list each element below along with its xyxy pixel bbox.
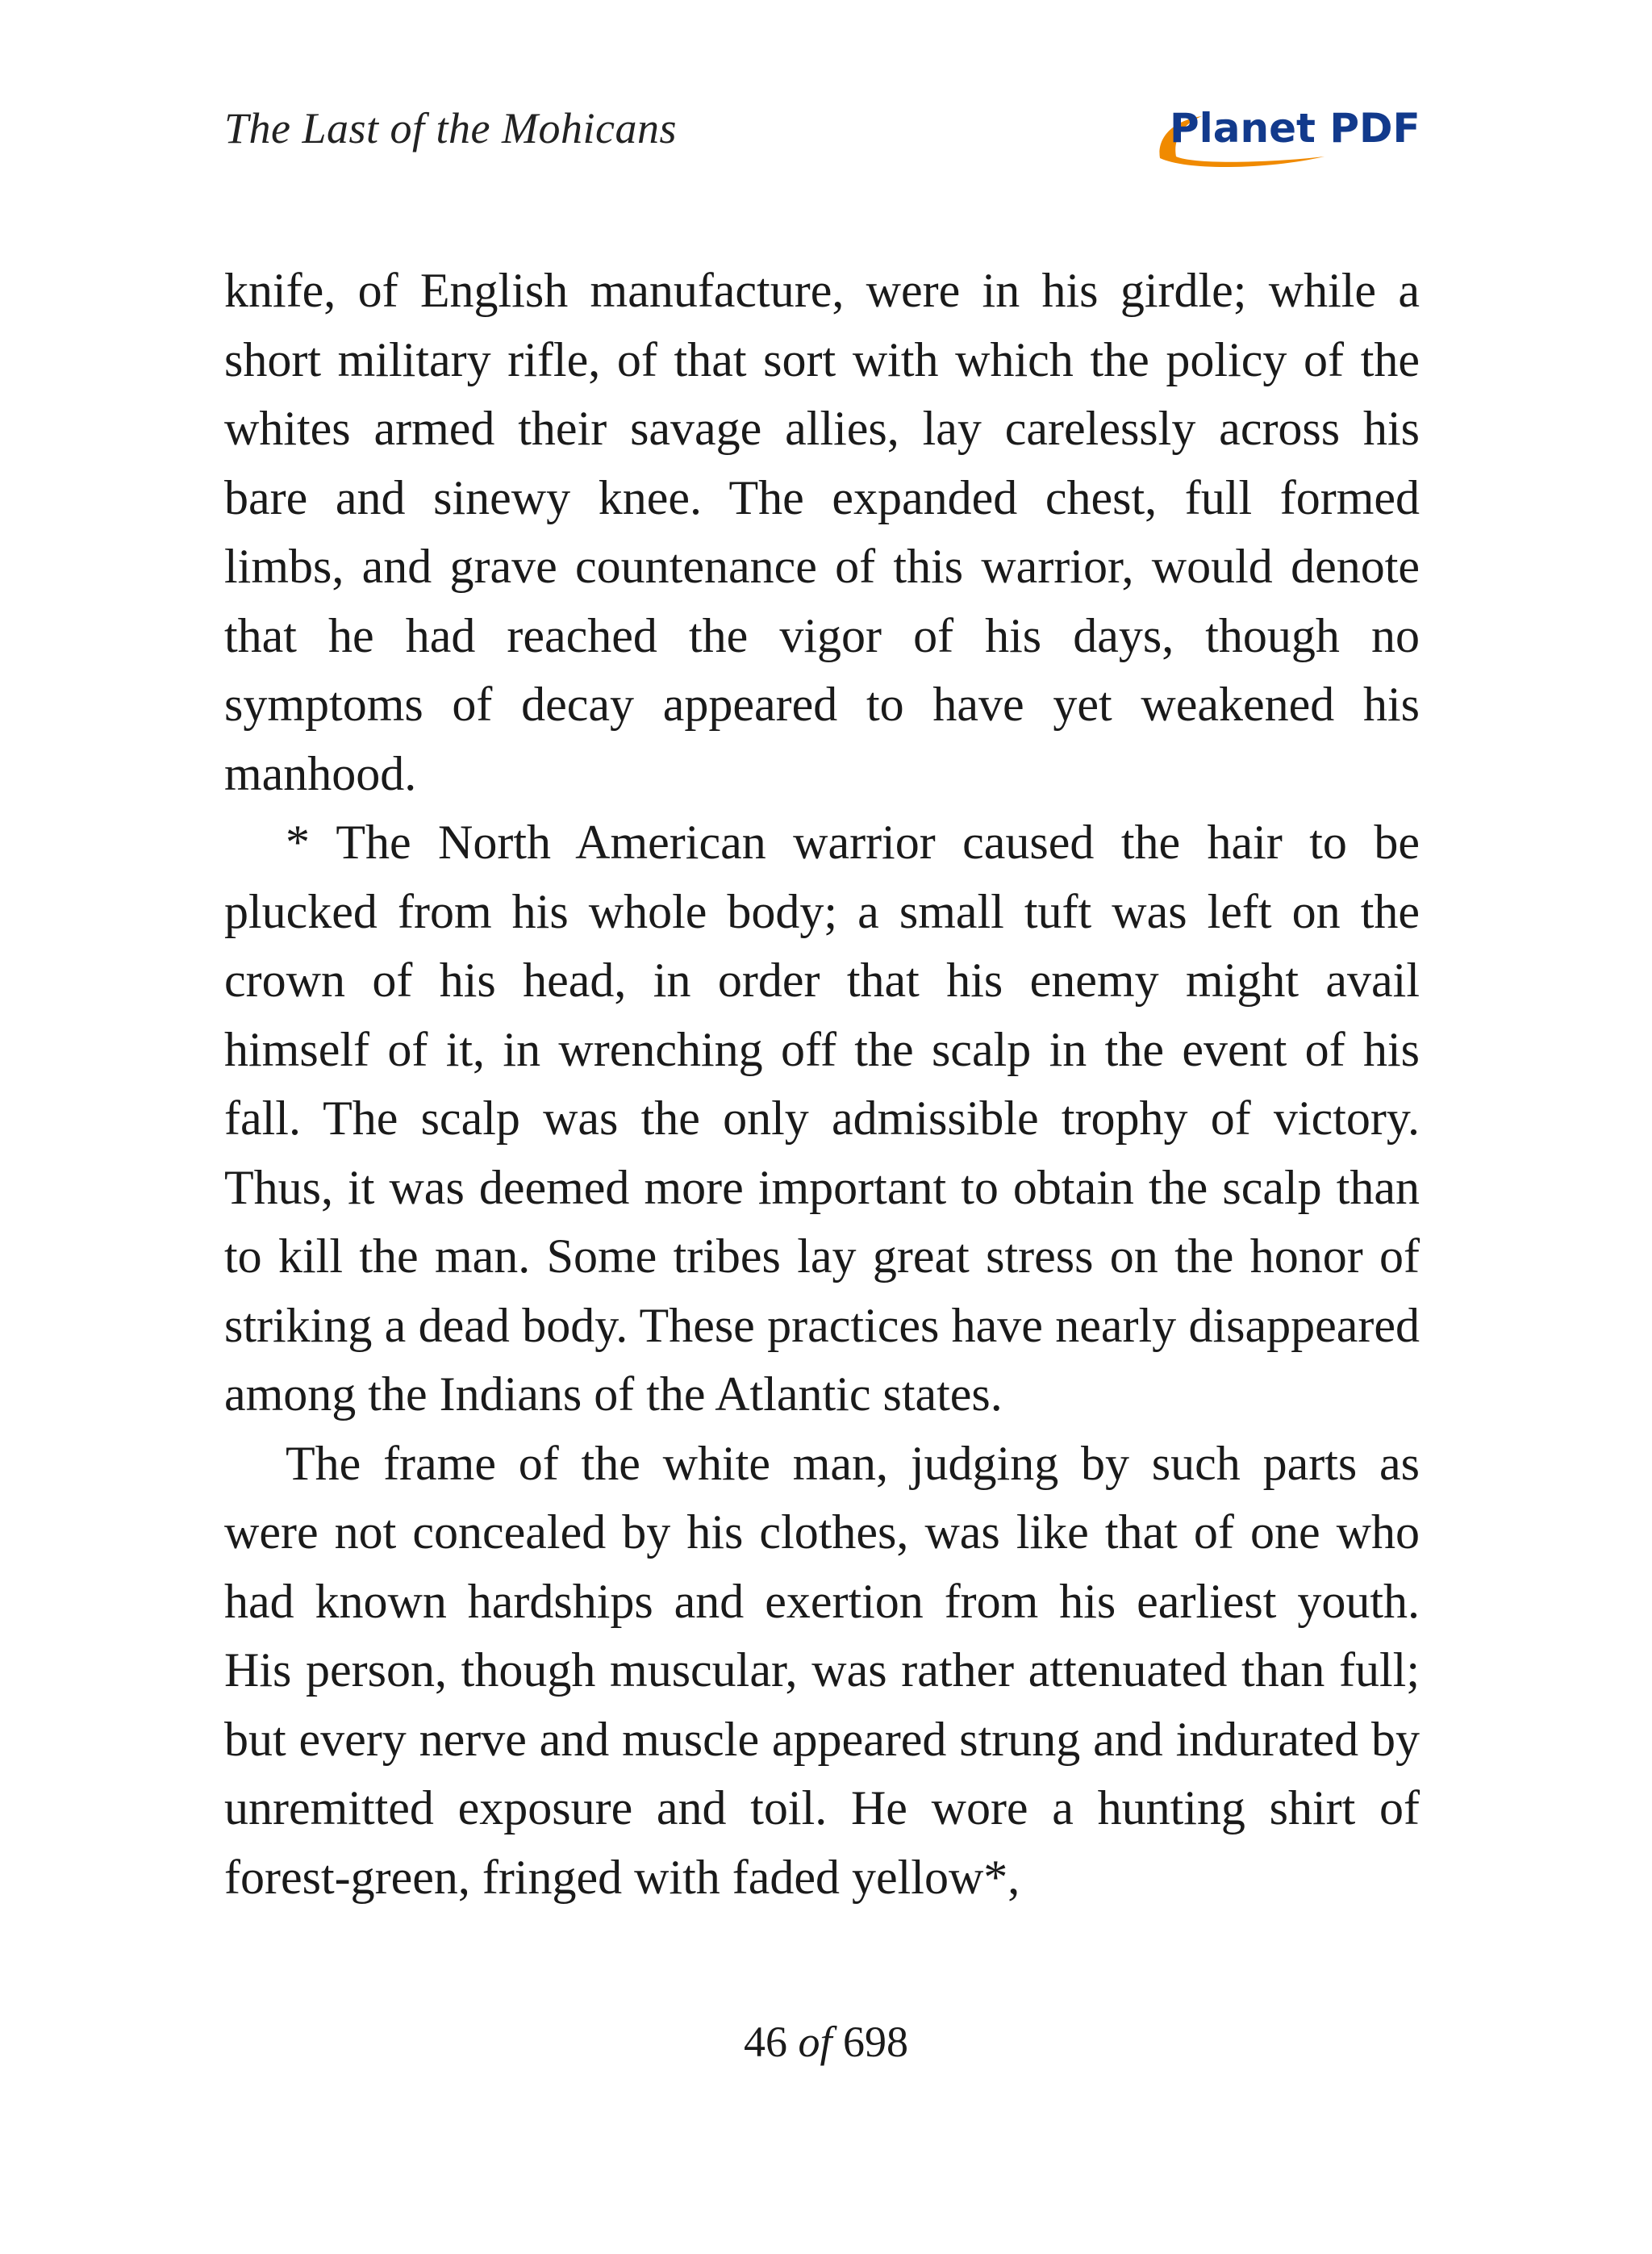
page-footer: [0, 2017, 1652, 2067]
current-page-number: 46: [743, 2018, 787, 2066]
total-page-count: 698: [843, 2018, 908, 2066]
paragraph-1: knife, of English manufacture, were in his girdle; while a short military rifle, of that sort with which the policy of the whites armed their savage allies, lay carelessly across his bare and sinewy knee. The expanded chest, full formed limbs, and grave countenance of this warrior, would denote that he had reached the vigor of his days, though no symptoms of decay appeared to have yet weakened his manhood.: [224, 264, 1420, 800]
running-header-title: The Last of the Mohicans: [224, 104, 677, 152]
paragraph-2-footnote: * The North American warrior caused the hair to be plucked from his whole body; a small tuft was left on the crown of his head, in order that his enemy might avail himself of it, in wrenching off the scalp in the event of his fall. The scalp was the only admissible trophy of victory. Thus, it was deemed more important to obtain the scalp than to kill the man. Some tribes lay great stress on the honor of striking a dead body. These practices have nearly disappeared among the Indians of the Atlantic states.: [224, 816, 1420, 1421]
paragraph-3: The frame of the white man, judging by such parts as were not concealed by his clothes, was like that of one who had known hardships and exertion from his earliest youth. His person, though muscular, was rather attenuated than full; but every nerve and muscle appeared strung and indurated by unremitted exposure and toil. He wore a hunting shirt of forest-green, fringed with faded yellow*,: [224, 1436, 1420, 1904]
body-text: [224, 257, 1420, 1912]
logo-text: Planet PDF: [1170, 105, 1420, 152]
planet-pdf-logo[interactable]: [1155, 103, 1421, 168]
page-of-word: of: [798, 2018, 832, 2066]
